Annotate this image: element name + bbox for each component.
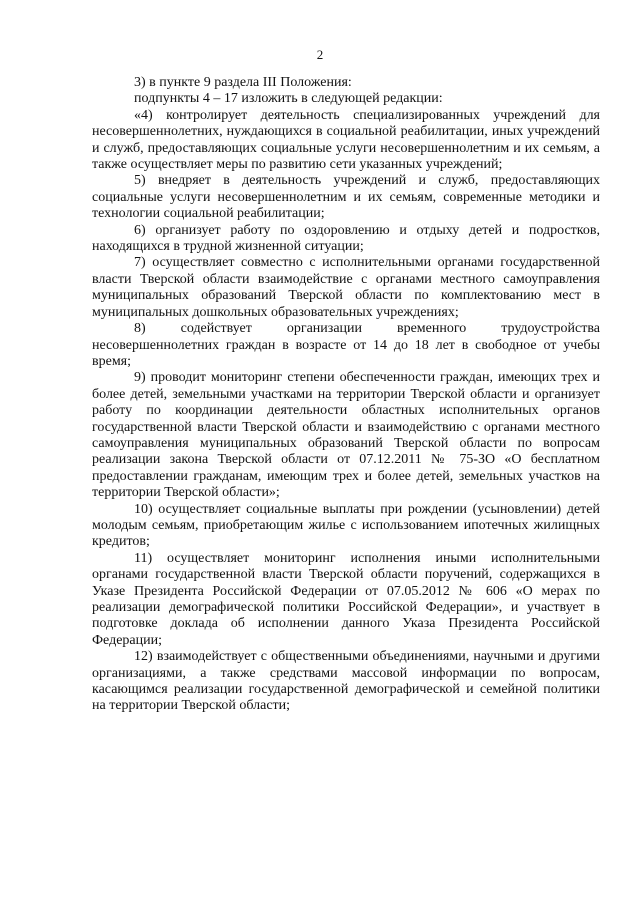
page-number: 2	[316, 47, 324, 62]
paragraph-item-4: «4) контролирует деятельность специализированных учреждений для несовершеннолетних, нуждающихся в социальной реабилитации, иных учреждений и служб, предоставляющих социальные услуги несовершеннолетним и их семьям, а также осуществляет меры по развитию сети указанных учреждений;	[92, 107, 600, 173]
paragraph-subitems-intro: подпункты 4 – 17 изложить в следующей редакции:	[134, 91, 443, 107]
paragraph-item-6: 6) организует работу по оздоровлению и отдыху детей и подростков, находящихся в трудной жизненной ситуации;	[92, 222, 600, 255]
paragraph-item-9: 9) проводит мониторинг степени обеспеченности граждан, имеющих трех и более детей, земельными участками на территории Тверской области и организует работу по координации деятельности областных исполнительных органов государственной власти Тверской области и взаимодействию с органами местного самоуправления муниципальных образований Тверской области по вопросам реализации закона Тверской области от 07.12.2011 № 75-ЗО «О бесплатном предоставлении гражданам, имеющим трех и более детей, земельных участков на территории Тверской области»;	[92, 370, 600, 501]
paragraph-item-7: 7) осуществляет совместно с исполнительными органами государственной власти Тверской области взаимодействие с органами местного самоуправления муниципальных образований Тверской области по комплектованию мест в муниципальных дошкольных образовательных учреждениях;	[92, 255, 600, 320]
paragraph-section-intro: 3) в пункте 9 раздела III Положения:	[134, 75, 352, 90]
paragraph-item-8: 8) содействует организации временного трудоустройства несовершеннолетних граждан в возрасте от 14 до 18 лет в свободное от учебы время;	[92, 321, 600, 369]
paragraph-item-5: 5) внедряет в деятельность учреждений и служб, предоставляющих социальные услуги несовершеннолетним и их семьям, современные методики и технологии социальной реабилитации;	[92, 173, 600, 222]
paragraph-item-10: 10) осуществляет социальные выплаты при рождении (усыновлении) детей молодым семьям, приобретающим жилье с использованием ипотечных жилищных кредитов;	[92, 501, 600, 550]
paragraph-item-12: 12) взаимодействует с общественными объединениями, научными и другими организациями, а также средствами массовой информации по вопросам, касающимся реализации государственной демографической и семейной политики на территории Тверской области;	[92, 649, 600, 714]
paragraph-item-11: 11) осуществляет мониторинг исполнения иными исполнительными органами государственной власти Тверской области поручений, содержащихся в Указе Президента Российской Федерации от 07.05.2012 № 606 «О мерах по реализации демографической политики Российской Федерации», и участвует в подготовке доклада об исполнении данного Указа Президента Российской Федерации;	[92, 550, 600, 648]
document-body	[92, 75, 600, 715]
